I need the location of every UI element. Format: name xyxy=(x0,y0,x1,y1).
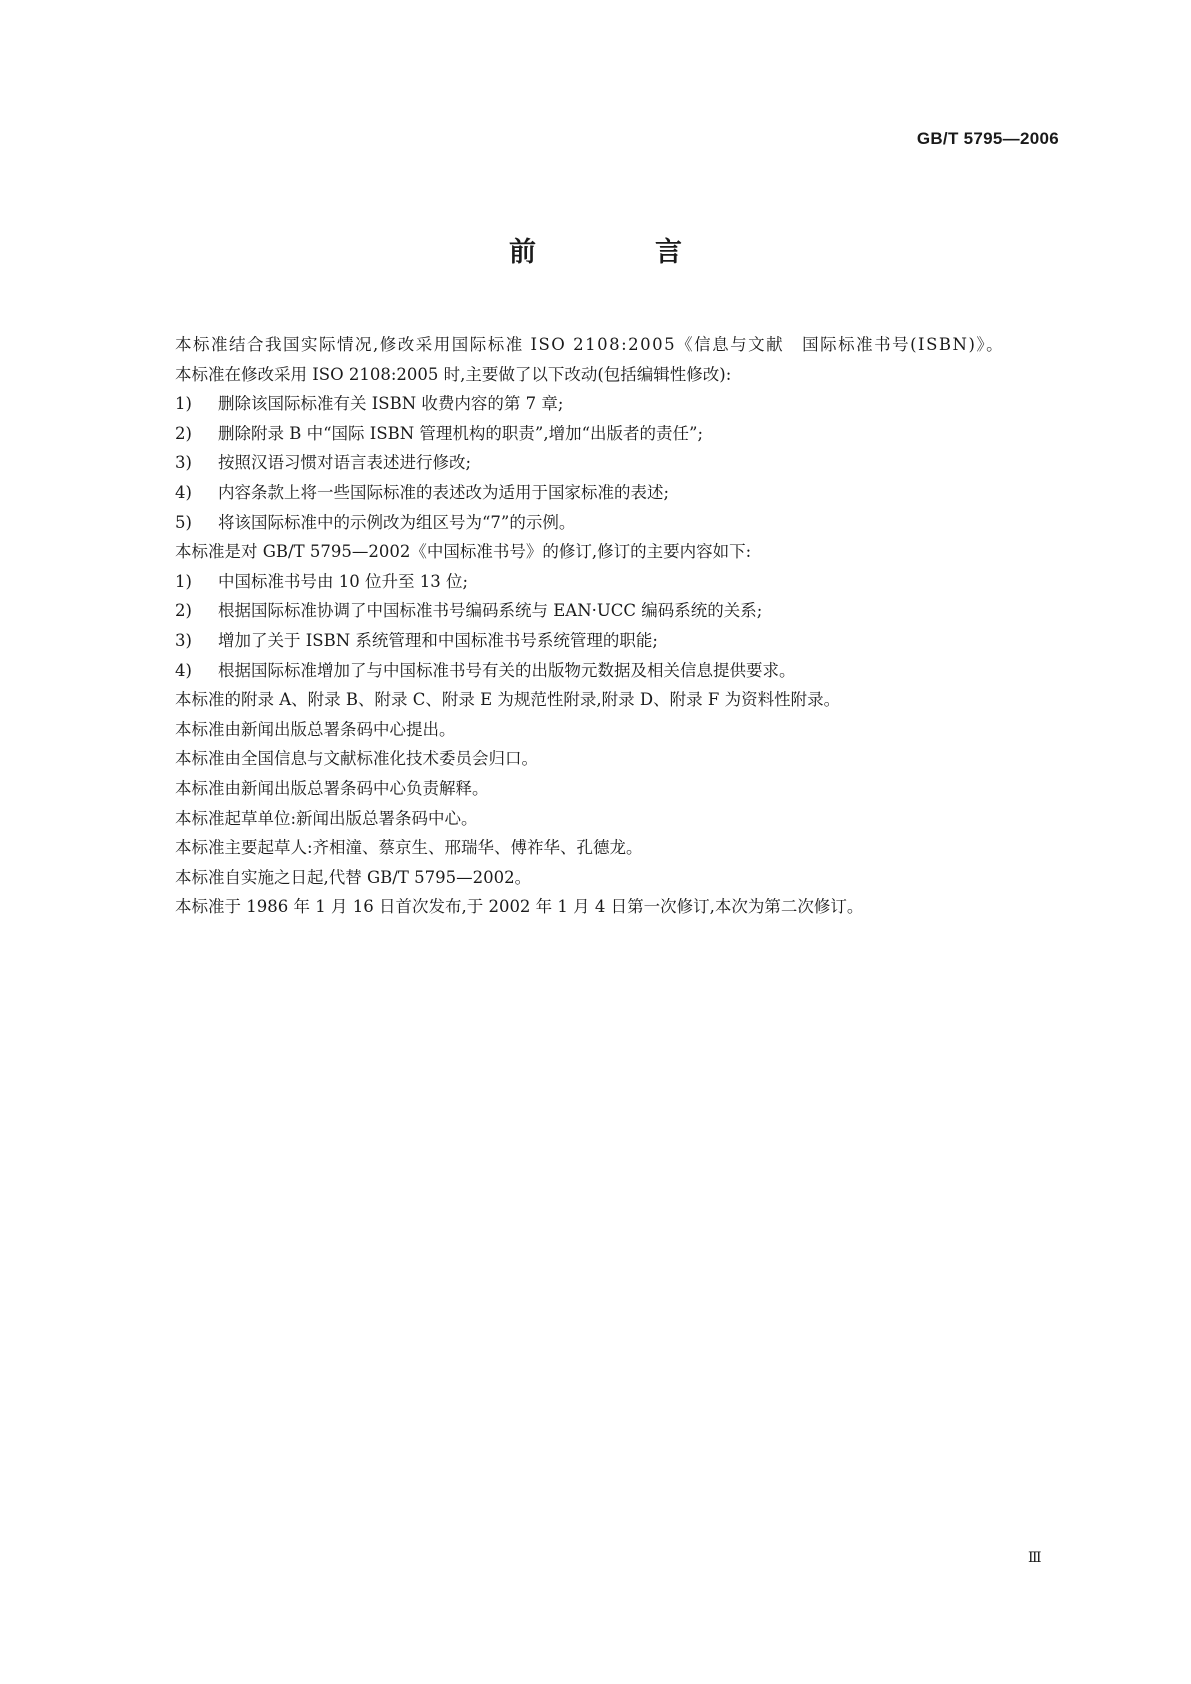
list-number: 3) xyxy=(175,453,192,473)
list-text: 删除该国际标准有关 ISBN 收费内容的第 7 章; xyxy=(218,394,564,414)
list-item xyxy=(150,656,1060,686)
list-item xyxy=(150,419,1060,449)
list-text: 根据国际标准增加了与中国标准书号有关的出版物元数据及相关信息提供要求。 xyxy=(218,660,796,680)
list-text: 按照汉语习惯对语言表述进行修改; xyxy=(218,453,472,473)
list-text: 内容条款上将一些国际标准的表述改为适用于国家标准的表述; xyxy=(218,482,670,502)
list-number: 4) xyxy=(175,482,192,502)
standard-code: GB/T 5795—2006 xyxy=(916,129,1059,148)
list-number: 1) xyxy=(175,394,192,414)
revision-intro: 本标准是对 GB/T 5795—2002《中国标准书号》的修订,修订的主要内容如下: xyxy=(175,542,752,562)
list-number: 4) xyxy=(175,660,192,680)
list-item xyxy=(150,448,1060,478)
list-item xyxy=(150,626,1060,656)
closing-paragraph: 本标准由新闻出版总署条码中心负责解释。 xyxy=(175,778,489,798)
page-title: 前 言 xyxy=(509,237,728,268)
list-number: 5) xyxy=(175,512,192,532)
list-text: 删除附录 B 中“国际 ISBN 管理机构的职责”,增加“出版者的责任”; xyxy=(218,423,704,443)
list-text: 增加了关于 ISBN 系统管理和中国标准书号系统管理的职能; xyxy=(218,630,658,650)
list-item xyxy=(150,567,1060,597)
list-item xyxy=(150,478,1060,508)
list-item xyxy=(150,389,1060,419)
closing-paragraph: 本标准由全国信息与文献标准化技术委员会归口。 xyxy=(175,749,538,769)
foreword-body xyxy=(150,330,1060,922)
list-number: 2) xyxy=(175,601,192,621)
closing-paragraph: 本标准主要起草人:齐相潼、蔡京生、邢瑞华、傅祚华、孔德龙。 xyxy=(175,838,643,858)
list-text: 将该国际标准中的示例改为组区号为“7”的示例。 xyxy=(218,512,576,532)
list-item xyxy=(150,508,1060,538)
intro-paragraph-2: 本标准在修改采用 ISO 2108:2005 时,主要做了以下改动(包括编辑性修改): xyxy=(175,364,732,384)
list-number: 1) xyxy=(175,571,192,591)
intro-paragraph-1: 本标准结合我国实际情况,修改采用国际标准 ISO 2108:2005《信息与文献 国际标准书号(ISBN)》。 xyxy=(175,335,1005,354)
page-number: Ⅲ xyxy=(1028,1551,1042,1566)
closing-paragraph: 本标准自实施之日起,代替 GB/T 5795—2002。 xyxy=(175,867,532,887)
closing-paragraph: 本标准起草单位:新闻出版总署条码中心。 xyxy=(175,808,478,828)
closing-paragraph: 本标准于 1986 年 1 月 16 日首次发布,于 2002 年 1 月 4 日第一次修订,本次为第二次修订。 xyxy=(175,897,864,917)
list-number: 2) xyxy=(175,423,192,443)
list-text: 根据国际标准协调了中国标准书号编码系统与 EAN·UCC 编码系统的关系; xyxy=(218,601,763,621)
closing-paragraph: 本标准的附录 A、附录 B、附录 C、附录 E 为规范性附录,附录 D、附录 F 为资料性附录。 xyxy=(175,690,841,710)
list-text: 中国标准书号由 10 位升至 13 位; xyxy=(218,571,469,591)
list-number: 3) xyxy=(175,630,192,650)
list-item xyxy=(150,596,1060,626)
closing-paragraph: 本标准由新闻出版总署条码中心提出。 xyxy=(175,719,456,739)
